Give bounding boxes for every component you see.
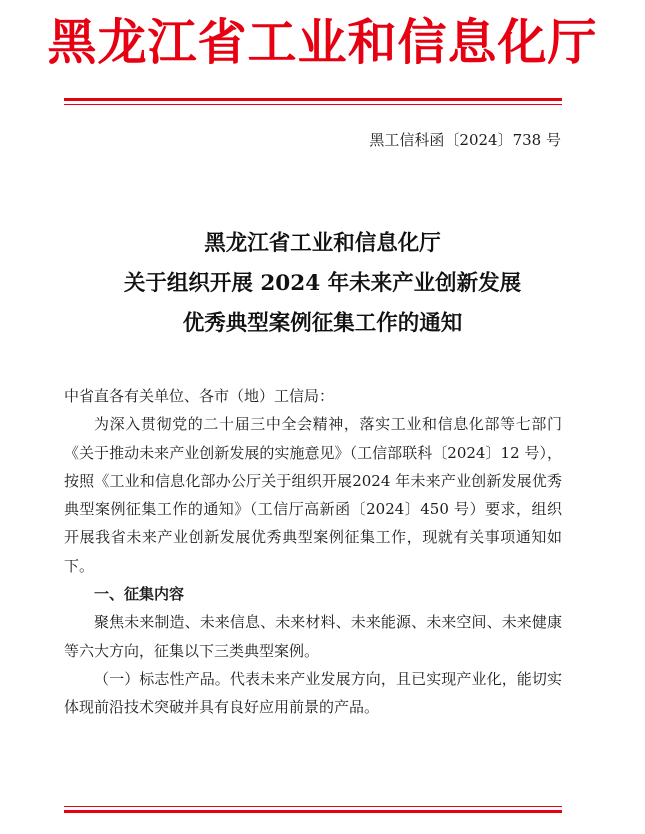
document-title-line-3: 优秀典型案例征集工作的通知 — [182, 311, 463, 336]
document-title-line-1: 黑龙江省工业和信息化厅 — [204, 231, 441, 256]
body-paragraph: 为深入贯彻党的二十届三中全会精神，落实工业和信息化部等七部门《关于推动未来产业创新发展的实施意见》（工信部联科〔2024〕12 号），按照《工业和信息化部办公厅关于组织开展2024 年未来产业创新发展优秀典型案例征集工作的通知》（工信厅高新函〔2024〕450 号）要求，组织开展我省未来产业创新发展优秀典型案例征集工作，现就有关事项通知如下。 — [64, 415, 562, 575]
document-body — [64, 382, 562, 722]
body-paragraph: （一）标志性产品。代表未来产业发展方向，且已实现产业化，能切实体现前沿技术突破并具有良好应用前景的产品。 — [64, 669, 562, 717]
document-number: 黑工信科函〔2024〕738 号 — [369, 131, 561, 149]
body-paragraph: 聚焦未来制造、未来信息、未来材料、未来能源、未来空间、未来健康等六大方向，征集以下三类典型案例。 — [64, 613, 562, 660]
footer-rule-thin — [64, 806, 562, 807]
letterhead-rule-thin — [64, 104, 562, 105]
letterhead-org-name: 黑龙江省工业和信息化厅 — [47, 14, 598, 71]
document-title — [0, 224, 645, 344]
letterhead-rule-thick — [64, 98, 562, 101]
salutation: 中省直各有关单位、各市（地）工信局： — [64, 387, 335, 405]
document-title-line-2: 关于组织开展 2024 年未来产业创新发展 — [123, 271, 522, 296]
footer-rule-thick — [64, 810, 562, 813]
section-heading: 一、征集内容 — [94, 585, 185, 604]
